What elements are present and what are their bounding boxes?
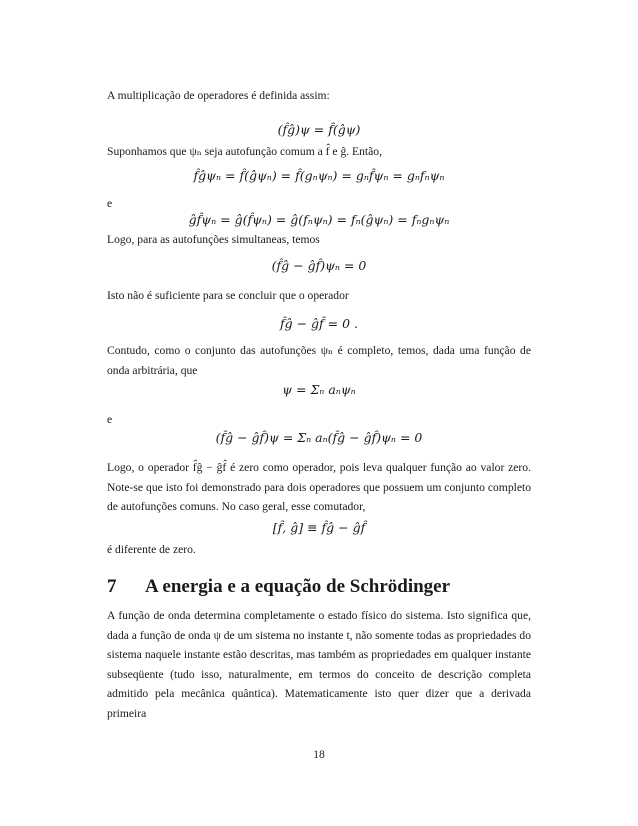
equation-operator-zero: f̂ĝ − ĝf̂ = 0 . — [280, 316, 358, 331]
section-heading — [107, 575, 531, 599]
paragraph-text: e — [107, 413, 113, 426]
paragraph-text: Logo, para as autofunções simultaneas, temos — [107, 233, 320, 246]
equation-expansion: ψ = Σₙ aₙψₙ — [282, 382, 356, 397]
paragraph-text: Isto não é suficiente para se concluir que o operador — [107, 289, 349, 302]
paragraph-complete-set — [107, 341, 531, 380]
section-number: 7 — [107, 576, 117, 597]
paragraph-text: Suponhamos que ψₙ seja autofunção comum a f̂ e ĝ. Então, — [107, 145, 382, 158]
conjunction-e-1 — [107, 194, 531, 214]
paragraph-text: A função de onda determina completamente o estado físico do sistema. Isto significa que, dada a função de onda ψ de um sistema no instante t, não somente todas as propriedades do sistema naquele instante estão descritas, mas também as propriedades em qualquer instante subseqüente (tudo isso, naturalmente, em termos do conceito de descrição completa admitido pela mecânica quântica). Matematicamente isto quer dizer que a derivada primeira — [107, 609, 531, 720]
equation-commutator-definition: [f̂, ĝ] ≡ f̂ĝ − ĝf̂ — [272, 520, 366, 535]
paragraph-text: e — [107, 197, 113, 210]
equation-fg-eigen: f̂ĝψₙ = f̂(ĝψₙ) = f̂(gₙψₙ) = gₙf̂ψₙ = gₙfₙψₙ — [193, 168, 445, 183]
paragraph-nonzero — [107, 540, 531, 560]
equation-product-definition: (f̂ĝ)ψ = f̂(ĝψ) — [277, 122, 361, 137]
conjunction-e-2 — [107, 410, 531, 430]
paragraph-text: Logo, o operador f̂ĝ − ĝf̂ é zero como operador, pois leva qualquer função ao valor zero. Note-se que isto foi demonstrado para dois operadores que possuem um conjunto completo de autofunções comuns. No caso geral, esse comutador, — [107, 461, 531, 514]
equation-commutator-sum: (f̂ĝ − ĝf̂)ψ = Σₙ aₙ(f̂ĝ − ĝf̂)ψₙ = 0 — [215, 430, 423, 445]
paragraph-operator-multiplication — [107, 86, 531, 106]
paragraph-text: Contudo, como o conjunto das autofunções ψₙ é completo, temos, dada uma função de onda arbitrária, que — [107, 344, 531, 377]
paragraph-operator-is-zero — [107, 458, 531, 517]
page-number: 18 — [313, 748, 325, 761]
section-title: A energia e a equação de Schrödinger — [145, 576, 451, 597]
paragraph-text: A multiplicação de operadores é definida assim: — [107, 89, 330, 102]
equation-gf-eigen: ĝf̂ψₙ = ĝ(f̂ψₙ) = ĝ(fₙψₙ) = fₙ(ĝψₙ) = fₙgₙψₙ — [188, 212, 450, 227]
paragraph-wavefunction — [107, 606, 531, 724]
equation-commutator-on-eigen: (f̂ĝ − ĝf̂)ψₙ = 0 — [271, 258, 367, 273]
paragraph-simultaneous-eigenfunctions — [107, 230, 531, 250]
paragraph-common-eigenfunction — [107, 142, 531, 162]
paragraph-text: é diferente de zero. — [107, 543, 196, 556]
paragraph-not-sufficient — [107, 286, 531, 306]
